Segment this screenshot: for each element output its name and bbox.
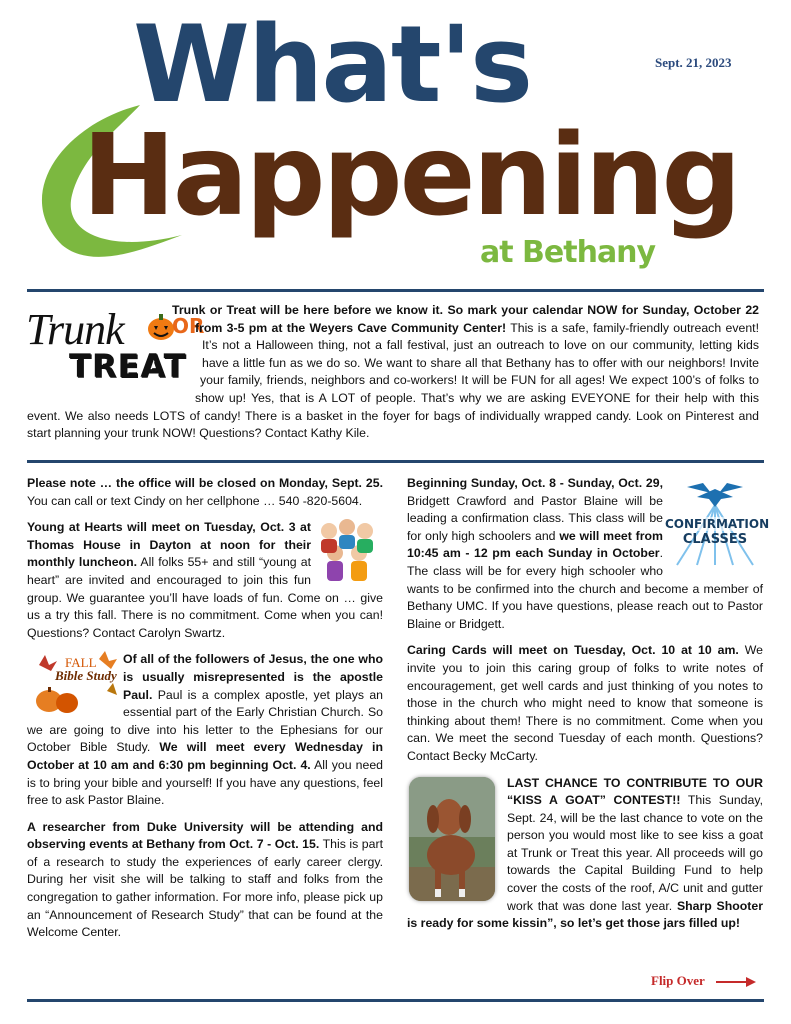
flip-over-label: Flip Over (651, 973, 705, 988)
group-people-icon (315, 517, 379, 587)
trunk-logo-treat: TREAT (70, 348, 188, 386)
caring-cards-notice: Caring Cards will meet on Tuesday, Oct. 10 at 10 am. We invite you to join this caring group of folks to write notes of encouragement, get well cards and just thinking of you notes to those in the church who might need to know that someone is thinking about them! There is no commitment. Come when you can. We meet the second Tuesday of each month. Questions? Contact Becky McCarty. (407, 643, 763, 763)
divider-top (27, 289, 764, 292)
trunk-body: This is a safe, family-friendly outreach event! It’s not a Halloween thing, not a fall festival, just an outreach to love on our community, letting kids have a little fun as we do so. We want to share all that Bethany has to offer with our neighbors! Invite your family, friends, neighbors and co-workers! It will be FUN for all ages! We expect 100’s of folks to show up! Yes, that is A LOT of people. That’s why we are asking EVEYONE for their help with this event. We also needs LOTS of candy! There is a basket in the foyer for bags of individually wrapped candy. Look on Pinterest and start planning your trunk NOW! Questions? Contact Kathy Kile. (27, 320, 759, 441)
right-column (407, 475, 770, 942)
issue-date: Sept. 21, 2023 (655, 55, 732, 70)
duke-research-notice: A researcher from Duke University will be attending and observing events at Bethany from Oct. 7 - Oct. 15. This is part of a research to study the experiences of early career clergy. During her visit she will be talking to staff and folks from the congregation to gather information. For more info, please pick up an “Announcement of Research Study” that can be found at the Welcome Center. (27, 819, 383, 940)
young-at-heart-image (315, 517, 383, 589)
bible-study-notice: Of all of the followers of Jesus, the one who is usually misrepresented is the apostle Paul. Paul is a complex apostle, yet plays an essential part of the Early Christian Church. So we are going to dive into his letter to the Ephesians for our October Bible Study. We will meet every Wednesday in October at 10 am and 6:30 pm beginning Oct. 4. All you need is to bring your bible and yourself! If you have any questions, feel free to ask Pastor Blaine. (27, 652, 384, 808)
masthead-title-line2: Happening (82, 111, 739, 241)
divider-middle (27, 460, 764, 463)
trunk-lead: Trunk or Treat will be here before we know it. So mark your calendar NOW for Sunday, October 22 from 3-5 pm at the Weyers Cave Community Center! (172, 303, 759, 335)
office-notice: Please note … the office will be closed on Monday, Sept. 25. You can call or text Cindy on her cellphone … 540 -820-5604. (27, 476, 383, 508)
confirmation-notice: Beginning Sunday, Oct. 8 - Sunday, Oct. 29, Bridgett Crawford and Pastor Blaine will be leading a confirmation class. This class will be for only high schoolers and we will meet from 10:45 am - 12 pm each Sunday in October. The class will be for every high schooler who wants to be confirmed into the church and become a member of Bethany UMC. If you have questions, please reach out to Pastor Blaine or Bridgett. (407, 476, 763, 631)
masthead-title-line1: What's (133, 3, 532, 126)
arrow-right-icon (716, 975, 756, 989)
goat-photo (407, 775, 503, 907)
young-at-hearts-notice: Young at Hearts will meet on Tuesday, Oct. 3 at Thomas House in Dayton at noon for their monthly luncheon. All folks 55+ and still “young at heart” are invited and encouraged to join this fun group. We guarantee you’ll have loads of fun. Come on … give us a try this fall. There is no commitment. Come when you can! Questions? Contact Carolyn Swartz. (27, 520, 383, 640)
masthead-subtitle: at Bethany (480, 235, 656, 270)
bible-study-label: Bible Study (55, 668, 117, 684)
kiss-a-goat-notice: LAST CHANCE TO CONTRIBUTE TO OUR “KISS A GOAT” CONTEST!! This Sunday, Sept. 24, will be the last chance to vote on the person you would most like to see kiss a goat at Trunk or Treat this year. All proceeds will go towards the Capital Building Fund to help cover the costs of the roof, A/C unit and gutter work that was done last year. Sharp Shooter is ready for some kissin”, so let’s get those jars filled up! (407, 775, 763, 931)
fall-label: FALL (65, 655, 97, 671)
classes-label: CLASSES (682, 532, 748, 547)
divider-bottom (27, 999, 764, 1002)
goat-icon (409, 777, 495, 901)
trunk-or-treat-article (27, 302, 759, 443)
confirmation-classes-logo (665, 475, 770, 567)
left-column (27, 475, 383, 951)
trunk-logo-script: Trunk (26, 305, 124, 354)
confirmation-label: CONFIRMATION (665, 517, 770, 531)
trunk-logo-or: OR (172, 314, 205, 338)
fall-bible-study-logo (27, 651, 119, 721)
